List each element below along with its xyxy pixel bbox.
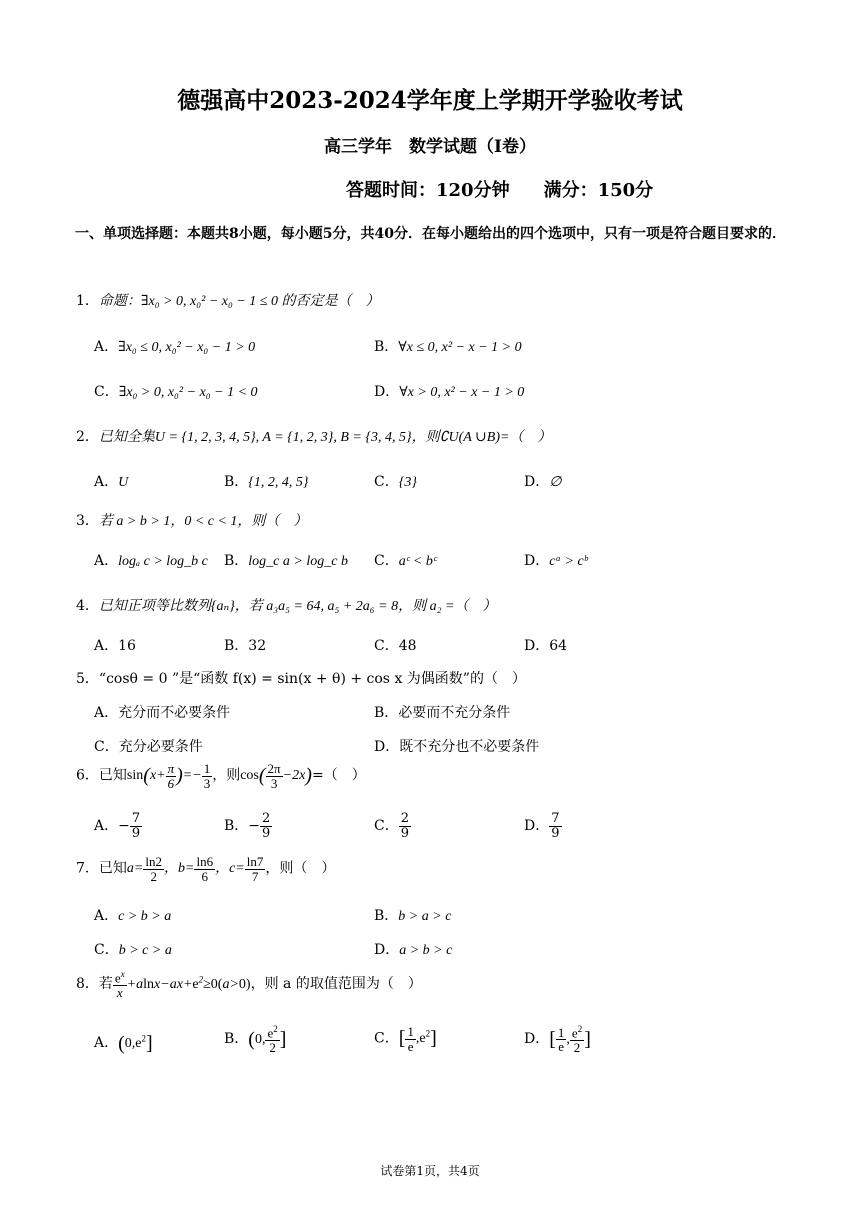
q3-option-a[interactable]	[94, 550, 208, 570]
q3-option-c[interactable]	[374, 550, 437, 570]
question-number: 3．	[76, 513, 99, 529]
option-text: 32	[248, 638, 267, 654]
option-text: ∅	[549, 475, 562, 490]
question-number: 7．	[76, 860, 99, 877]
option-label: B．	[224, 553, 249, 569]
option-text: 64	[549, 638, 568, 654]
option-label: B．	[224, 818, 249, 835]
equation-cos: cos( $\frac{2\pi}{3}$ −2x)	[240, 761, 312, 791]
q8-option-b[interactable]	[224, 1025, 286, 1055]
q4-option-c[interactable]	[374, 635, 417, 655]
option-label: B．	[224, 1031, 249, 1048]
option-label: A．	[94, 553, 119, 569]
option-text: {3}	[398, 475, 417, 490]
option-text: {1, 2, 4, 5}	[248, 475, 309, 490]
q1-option-d[interactable]	[374, 381, 524, 401]
option-label: B．	[374, 705, 399, 721]
option-label: D．	[374, 739, 400, 755]
question-number: 5．	[76, 671, 99, 687]
question-5	[76, 668, 526, 688]
q5-option-b[interactable]	[374, 702, 510, 722]
option-label: C．	[374, 638, 399, 654]
question-number: 1．	[76, 293, 99, 309]
option-label: A．	[94, 638, 119, 654]
option-interval: [ $\frac{1}{e}$ , $\frac{e^2}{2}$ ]	[549, 1024, 591, 1055]
q7-option-d[interactable]	[374, 939, 452, 959]
exam-title: 德强高中2023-2024学年度上学期开学验收考试	[177, 87, 683, 114]
option-text: a > b > c	[399, 943, 453, 958]
option-sign: −	[118, 818, 130, 835]
q8-option-d[interactable]	[524, 1025, 591, 1055]
question-6	[76, 762, 366, 790]
option-label: C．	[94, 739, 119, 755]
q2-option-b[interactable]	[224, 471, 309, 491]
option-label: A．	[94, 818, 119, 835]
question-8	[76, 970, 422, 1000]
question-7	[76, 855, 335, 883]
page-footer: 试卷第1页，共4页	[380, 1164, 480, 1178]
q6-option-c[interactable]	[374, 812, 411, 840]
option-fraction: $\frac{7}{9}$	[131, 811, 141, 841]
q6-option-a[interactable]	[94, 812, 142, 840]
q7-option-c[interactable]	[94, 939, 172, 959]
q6-option-d[interactable]	[524, 812, 562, 840]
equation-inequality: $\frac{e^x}{x}$ $+alnx-ax+e^2\ge 0(a>0)$	[114, 969, 251, 1000]
question-number: 8．	[76, 976, 99, 993]
option-text: ∃x₀ > 0, x₀² − x₀ − 1 < 0	[118, 385, 258, 400]
option-fraction: $\frac{2}{9}$	[262, 811, 271, 841]
q1-option-b[interactable]	[374, 336, 522, 356]
option-sign: −	[248, 818, 261, 835]
option-label: C．	[94, 942, 119, 958]
question-3	[76, 510, 307, 530]
q7-option-a[interactable]	[94, 905, 171, 925]
option-label: C．	[374, 1030, 399, 1047]
q5-option-d[interactable]	[374, 736, 539, 756]
option-label: B．	[224, 474, 249, 490]
option-label: C．	[374, 818, 399, 835]
option-text: 充分必要条件	[118, 739, 203, 755]
score-label: 满分：150分	[543, 180, 654, 201]
option-text: log_c a > log_c b	[248, 554, 348, 569]
option-label: D．	[374, 942, 400, 958]
question-stem: 若 a > b > 1，0 < c < 1，则（ ）	[98, 514, 308, 529]
option-text: 充分而不必要条件	[118, 705, 231, 721]
question-number: 2．	[76, 429, 99, 445]
q6-option-b[interactable]	[224, 812, 272, 840]
option-text: ∃x₀ ≤ 0, x₀² − x₀ − 1 > 0	[118, 340, 256, 355]
equation-abc: a= $\frac{\ln 2}{2}$ ，b= $\frac{\ln 6}{6}$ ，c= $\frac{\ln 7}{7}$	[126, 854, 264, 884]
option-text: ∀x > 0, x² − x − 1 > 0	[399, 385, 525, 400]
question-stem-suffix: =（ ）	[311, 767, 366, 784]
q8-option-c[interactable]	[374, 1025, 437, 1053]
time-label: 答题时间：120分钟	[346, 180, 510, 201]
option-text: b > a > c	[398, 909, 452, 924]
option-label: D．	[524, 1031, 550, 1048]
question-stem-prefix: 已知	[98, 860, 127, 877]
option-fraction: $\frac{7}{9}$	[551, 811, 560, 841]
q2-option-a[interactable]	[94, 471, 128, 491]
option-text: 16	[118, 638, 136, 654]
q4-option-d[interactable]	[524, 635, 567, 655]
equation-sin: sin(x+ $\frac{\pi}{6}$ )=− $\frac{1}{3}$	[126, 761, 211, 791]
q5-option-a[interactable]	[94, 702, 230, 722]
option-label: B．	[224, 638, 249, 654]
option-label: B．	[374, 908, 399, 924]
option-label: A．	[94, 908, 119, 924]
option-text: ∀x ≤ 0, x² − x − 1 > 0	[398, 340, 522, 355]
option-text: logₐ c > log_b c	[118, 554, 208, 569]
question-number: 6．	[76, 767, 99, 784]
question-2	[76, 426, 551, 446]
question-stem-suffix: ，则（ ）	[265, 860, 336, 877]
question-stem: “cosθ = 0 ”是“函数 f(x) = sin(x + θ) + cos x 为偶函数”的（ ）	[98, 671, 526, 687]
question-stem: 命题：∃x₀ > 0, x₀² − x₀ − 1 ≤ 0 的否定是（ ）	[98, 294, 380, 309]
option-label: C．	[94, 384, 119, 400]
question-stem-suffix: ，则 a 的取值范围为（ ）	[250, 976, 422, 993]
option-text: c > b > a	[118, 909, 172, 924]
option-label: A．	[94, 339, 119, 355]
q4-option-b[interactable]	[224, 635, 266, 655]
option-label: D．	[524, 553, 550, 569]
option-label: D．	[374, 384, 400, 400]
option-label: D．	[524, 818, 550, 835]
option-text: 既不充分也不必要条件	[399, 739, 540, 755]
option-text: aᶜ < bᶜ	[398, 554, 437, 569]
question-1	[76, 290, 379, 310]
q1-option-a[interactable]	[94, 336, 255, 356]
option-interval: $(0,e^2]$	[118, 1032, 153, 1055]
q3-option-d[interactable]	[524, 550, 587, 570]
q5-option-c[interactable]	[94, 736, 203, 756]
question-4	[76, 595, 496, 615]
q2-option-c[interactable]	[374, 471, 417, 491]
option-label: A．	[94, 705, 119, 721]
option-text: 48	[398, 638, 417, 654]
option-label: D．	[524, 474, 550, 490]
option-label: C．	[374, 553, 399, 569]
option-label: A．	[94, 474, 119, 490]
option-interval: (0, $\frac{e^2}{2}$ ]	[248, 1024, 287, 1055]
q3-option-b[interactable]	[224, 550, 348, 570]
q2-option-d[interactable]	[524, 471, 561, 491]
option-interval: [ $\frac{1}{e}$ $,e^2$]	[398, 1024, 437, 1054]
question-number: 4．	[76, 598, 99, 614]
question-stem: 已知正项等比数列{aₙ}，若 a₃a₅ = 64, a₅ + 2a₆ = 8，则 a₂ =（ ）	[98, 599, 497, 614]
exam-meta	[346, 176, 653, 202]
question-stem-prefix: 若	[98, 976, 113, 993]
q7-option-b[interactable]	[374, 905, 451, 925]
option-label: A．	[94, 1035, 119, 1051]
section-heading: 一、单项选择题：本题共8小题，每小题5分，共40分．在每小题给出的四个选项中，只有一项是符合题目要求的．	[75, 226, 786, 242]
option-label: C．	[374, 474, 399, 490]
option-fraction: $\frac{2}{9}$	[400, 811, 409, 841]
question-stem: 已知全集U = {1, 2, 3, 4, 5}, A = {1, 2, 3}, B = {3, 4, 5}，则∁U(A ∪B)=（ ）	[98, 430, 552, 445]
option-text: U	[118, 475, 129, 490]
question-stem-prefix: 已知	[98, 767, 127, 784]
option-label: D．	[524, 638, 550, 654]
option-text: cᵃ > cᵇ	[549, 554, 588, 569]
q8-option-a[interactable]	[94, 1032, 153, 1055]
question-stem-mid: ，则	[212, 767, 241, 784]
option-text: 必要而不充分条件	[398, 705, 511, 721]
exam-subtitle: 高三学年 数学试题（I卷）	[324, 137, 536, 157]
q4-option-a[interactable]	[94, 635, 136, 655]
q1-option-c[interactable]	[94, 381, 258, 401]
option-text: b > c > a	[118, 943, 172, 958]
option-label: B．	[374, 339, 399, 355]
